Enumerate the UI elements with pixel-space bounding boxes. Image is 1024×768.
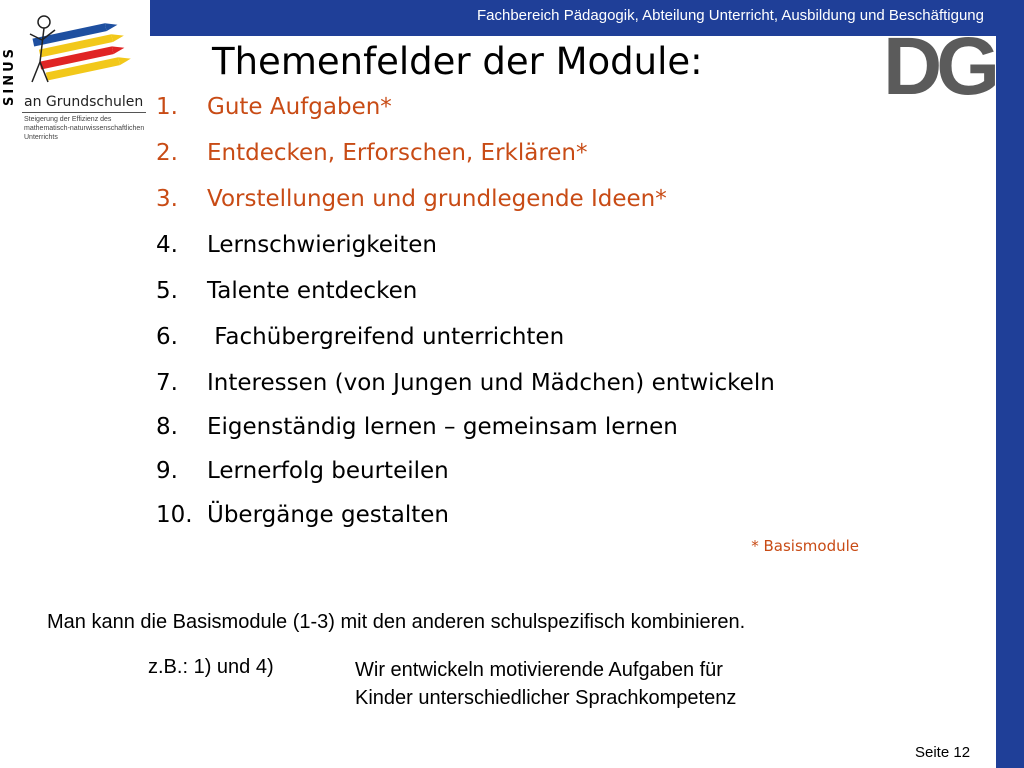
dg-logo: [880, 21, 994, 112]
item-label: Entdecken, Erforschen, Erklären*: [207, 140, 588, 166]
basismodule-footnote: * Basismodule: [751, 537, 859, 555]
logo-divider: [22, 112, 146, 113]
item-number: 8.: [156, 414, 178, 440]
item-label: Interessen (von Jungen und Mädchen) entwickeln: [207, 370, 775, 396]
example-line-2: Kinder unterschiedlicher Sprachkompetenz: [355, 687, 737, 709]
page-number: Seite 12: [915, 744, 971, 761]
item-label: Übergänge gestalten: [207, 502, 449, 528]
dg-logo-text: DG: [883, 21, 994, 112]
list-item: [156, 278, 417, 304]
list-item: [156, 140, 588, 166]
department-title: Fachbereich Pädagogik, Abteilung Unterricht, Ausbildung und Beschäftigung: [476, 7, 984, 24]
pencils-illustration: [0, 0, 150, 95]
item-label: Lernschwierigkeiten: [207, 232, 437, 258]
list-item: [156, 324, 564, 350]
sinus-wordmark: SINUS: [2, 46, 17, 106]
example-label: z.B.: 1) und 4): [148, 656, 274, 678]
item-number: 1.: [156, 94, 178, 120]
sinus-logo: [0, 0, 150, 145]
example-line-1: Wir entwickeln motivierende Aufgaben für: [355, 659, 723, 681]
list-item: [156, 232, 437, 258]
item-number: 6.: [156, 324, 178, 350]
item-number: 7.: [156, 370, 178, 396]
list-item: [156, 94, 392, 120]
item-label: Eigenständig lernen – gemeinsam lernen: [207, 414, 678, 440]
list-item: [156, 186, 667, 212]
item-number: 9.: [156, 458, 178, 484]
item-number: 3.: [156, 186, 178, 212]
logo-name: an Grundschulen: [24, 94, 144, 110]
item-number: 5.: [156, 278, 178, 304]
slide-title: Themenfelder der Module:: [212, 40, 703, 83]
item-label: Lernerfolg beurteilen: [207, 458, 449, 484]
item-number: 2.: [156, 140, 178, 166]
header-bar: [150, 0, 996, 36]
example-text: [355, 656, 736, 712]
combine-sentence: Man kann die Basismodule (1-3) mit den anderen schulspezifisch kombinieren.: [47, 611, 746, 633]
list-item: [156, 414, 678, 440]
item-label: Gute Aufgaben*: [207, 94, 392, 120]
item-label: Talente entdecken: [207, 278, 418, 304]
list-item: [156, 370, 775, 396]
logo-subtitle: Steigerung der Effizienz des mathematisch-naturwissenschaftlichen Unterrichts: [24, 116, 145, 141]
list-item: [156, 458, 449, 484]
right-sidebar-bar: [996, 0, 1024, 768]
list-item: [156, 502, 449, 528]
item-number: 10.: [156, 502, 193, 528]
item-number: 4.: [156, 232, 178, 258]
item-label: Fachübergreifend unterrichten: [207, 324, 565, 350]
item-label: Vorstellungen und grundlegende Ideen*: [207, 186, 667, 212]
